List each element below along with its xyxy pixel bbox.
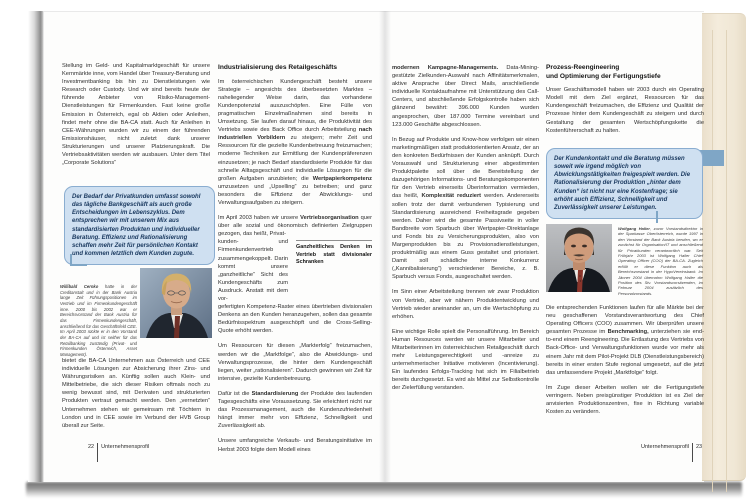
body-paragraph: modernen Kampagne-Managements. Data-Mining-gestützte Zielkunden-Auswahl nach Affinitätsmerkmalen, aktive Ansprache über Direct Mails, anschließende individuelle Kontaktaufnahme mit Unterstützung des Call-Centers, und abschließende Erfolgskontrolle haben sich glänzend bewährt: 396.000 Kunden wurden angesprochen, über 187.000 Termine vereinbart und 123.000 Geschäfte abgeschlossen. [392, 65, 539, 128]
page22-column-1-continued [62, 357, 210, 437]
portrait-caption-haller: Wolfgang Haller, zuvor Vorstandsdirektor in der Sparkasse Oberösterreich, wurde 1997 in den Vorstand der Bank Austria berufen, wo er zunächst für Organisation/IT und anschließend für Privatkunden verantwortlich war. Seit Frühjahr 2003 ist Wolfgang Haller Chief Operating Officer (COO) der BA-CA. Zugleich erfüllt er diese Funktion auch als Bereichsvorstand in der HypoVereinsbank. Im Jänner 2004 übernahm Wolfgang Haller die Position des Stv. Vorstandsvorsitzenden, im Februar 2004 zusätzlich des Personalvorstands. [618, 226, 704, 296]
pull-quote-retail: Der Bedarf der Privatkunden umfasst sowohl das tägliche Bankgeschäft als auch große Entscheidungen im Lebenszyklus. Dem entsprechen wir mit unserem Mix aus standardisierten Produkten und individueller Beratung. Effizienz und Rationalisierung schaffen mehr Zeit für persönlichen Kontakt und kommen letztlich dem Kunden zugute. [64, 186, 215, 265]
page22-column-2 [218, 64, 372, 461]
body-paragraph: Stellung im Geld- und Kapitalmarktgeschäft für unsere Kernmärkte inne, vom Handel über Treasury-Beratung und Investmentbanking bis hin zu Dienstleistungen wie Research oder Custody. Und wir sind bereits heute der führende Anbieter von Risiko-Management-Dienstleistungen für Firmenkunden. Fast keine große Emission in Österreich, egal ob Aktien oder Anleihen, findet mehr ohne die BA-CA statt. Auch für Anleihen in CEE-Währungen wurden wir zu einem der führenden Emissionshäuser, nicht zuletzt dank unserer Strukturierungen und unserer Platzierungskraft. Die Vertriebsaktivitäten werden wir ausbauen. Unter dem Titel „Corporate Solutions“ [62, 63, 210, 167]
page-footer-left [88, 443, 149, 462]
body-paragraph: kunden- und Firmenkundenvertrieb zusammengekoppelt. Darin kommt unsere „ganzheitliche“ Sicht des Kundengeschäfts zum Ausdruck. Anstatt mit dem vor- [218, 239, 288, 302]
portrait-photo-haller [546, 224, 612, 292]
portrait-photo-cernko [140, 268, 212, 338]
body-paragraph: bietet die BA-CA Unternehmen aus Österreich und CEE individuelle Lösungen zur Absicherung ihrer Zins- und Währungsrisiken an. Künftig sollen auch Klein- und Mittelbetriebe, die sich dieser Risiken oftmals noch zu wenig bewusst sind, mit Derivaten und strukturierten Produkten vertraut gemacht werden. Den „vernetzten“ Unternehmen stehen wir gemeinsam mit Töchtern in London und in CEE sowie im Verbund der HVB Group überall zur Seite. [62, 358, 210, 429]
page-number: 23 [696, 444, 703, 450]
body-paragraph: Unser Geschäftsmodell haben wir 2003 durch ein Operating Modell mit dem Ziel ergänzt, Ressourcen für das Kundengeschäft freizumachen, die Effizienz und Qualität der Prozesse hinter dem Kundengeschäft zu steigern und durch Gestaltung der gesamten Wertschöpfungskette die Kostenführerschaft zu halten. [546, 87, 704, 134]
body-paragraph: Die entsprechenden Funktionen laufen für alle Märkte bei der neu geschaffenen Vorstandsverantwortung des Chief Operating Officers (COO) zusammen. Wir überprüfen unsere gesamten Prozesse im Benchmarking, unterziehen sie end-to-end einem Reengineering. Die Entlastung des Vertriebs von Back-Office- und Verwaltungsfunktionen wurde vor mehr als einem Jahr mit dem Pilot-Projekt DLB (Dienstleistungsbereich) bereits in einer ersten Stufe regional umgesetzt, auf die jetzt das umfassendere Projekt „Marktfolge“ folgt. [546, 305, 704, 376]
page23-column-1 [392, 64, 539, 400]
page22-column-1 [62, 62, 210, 174]
body-paragraph: Um Ressourcen für diesen „Markterfolg“ freizumachen, werden wir die „Marktfolge“, also die Abwicklungs- und Verwaltungsprozesse, die hinter dem Kundengeschäft liegen, weiter „rationalisieren“. Dadurch gewinnen wir Zeit für intensive, gezielte Kundenbetreuung. [218, 343, 372, 382]
body-paragraph: Im April 2003 haben wir unsere Vertriebsorganisation quer über alle sozial und ökonomisch definierten Zielgruppen gezogen, das heißt, Privat- [218, 215, 372, 238]
footer-divider [97, 443, 98, 462]
footer-section-label: Unternehmensprofil [641, 444, 689, 450]
page23-column-2 [546, 64, 704, 142]
body-paragraph: Unsere umfangreiche Verkaufs- und Beratungsinitiative im Herbst 2003 folgte dem Modell eines [218, 438, 372, 453]
page-stack-edge [702, 13, 746, 481]
margin-note: Ganzheitliches Denken im Vertrieb statt divisionaler Schranken [296, 240, 372, 303]
paragraph-with-margin-note [218, 238, 372, 303]
body-paragraph: In Bezug auf Produkte und Know-how verfolgen wir einen marketingmäßigen statt produktorientierten Ansatz, der an den konkreten Bedürfnissen der Kunden anknüpft. Durch Vorauswahl und Strukturierung einer abgestimmten Produktpalette soll über die Bereitstellung der dazugehörigen Informations- und Beratungskomponenten für den Vertrieb einerseits Überinformation vermieden, das heißt, Komplexität reduziert werden. Andererseits sollen trotz der damit verbundenen Typisierung und Standardisierung ausreichend Freiheitsgrade gegeben werden. Daher wird die gesamte Passivseite in voller Bandbreite vom Sparbuch über Wertpapier-Direktanlage und Fonds bis zu Versicherungsprodukten, also von Margenprodukten bis zu Provisionsdienstleistungen, produktmäßig aus einem Guss gestaltet und priorisiert. Damit soll schädliche interne Konkurrenz („Kannibalisierung“) verschiedener Bereiche, z. B. Sparbuch versus Fonds, ausgeschaltet werden. [392, 136, 539, 281]
body-paragraph: Im Sinn einer Arbeitsteilung trennen wir zwar Produktion von Vertrieb, aber wir nähern Produktentwicklung und Vertrieb wieder aneinander an, um die Wertschöpfung zu erhöhen. [392, 289, 539, 320]
body-paragraph: Im österreichischen Kundengeschäft besteht unsere Strategie – angesichts des überbesetzten Marktes – naheliegender Weise darin, das vorhandene Kundenpotenzial auszuschöpfen. Eine Fülle von pragmatischen Einzelmaßnahmen sind bereits in Umsetzung. Sie laufen darauf hinaus, die Produktivität des Vertriebs sowie des Back Office durch Arbeitsteilung nach industriellen Vorbildern zu steigern; mehr Zeit und Ressourcen für die gezielte Kundenbetreuung freizumachen; moderne Techniken zur Ermittlung der Kundenpräferenzen einzusetzen; je nach Bedarf standardisierte Produkte für das schnelle Alltagsgeschäft und individuelle Lösungen für die großen Aufgaben anzubieten; die Wertpapierkompetenz umzusetzen und „Upselling“ zu betreiben; und ganz besonders die Effizienz der Abwicklungs- und Verwaltungsaufgaben zu steigern. [218, 78, 372, 206]
section-heading-industrialisierung: Industrialisierung des Retailgeschäfts [218, 64, 338, 71]
quote-connector-line [656, 211, 658, 223]
body-paragraph: Eine wichtige Rolle spielt die Personalführung. Im Bereich Human Resources werden wir unsere Mitarbeiter und Mitarbeiterinnen im österreichischen Retailgeschäft durch mehr Leistungsgerechtigkeit und -anreize zu unternehmerischer Initiative motivieren (Incentivierung). Ein laufendes Erfolgs-Tracking hat sich im Filialbetrieb bereits durchgesetzt. Es wird als Mittel zur Selbstkontrolle der Zielerfüllung verstanden. [392, 328, 539, 392]
quote-connector-line [70, 264, 87, 266]
book-drop-shadow [26, 482, 742, 497]
page-edge-line [712, 30, 713, 492]
page-footer-right [641, 443, 702, 462]
pull-quote-kundenkontakt: Der Kundenkontakt und die Beratung müssen soweit wie irgend möglich von Abwicklungstätigkeiten freigespielt werden. Die Rationalisierung der Produktion „hinter dem Kunden“ ist nicht nur eine Kostenfrage; sie erhöht auch Effizienz, Schnelligkeit und Zuverlässigkeit unserer Leistungen. [546, 148, 703, 219]
footer-divider [692, 443, 693, 462]
page23-column-2-continued [546, 304, 704, 423]
footer-section-label: Unternehmensprofil [101, 444, 150, 450]
center-fold [379, 11, 391, 482]
body-paragraph: Im Zuge dieser Arbeiten wollen wir die Fertigungstiefe verringern. Neben preisgünstiger Produktion ist es Ziel der anvisierten Produktionszentren, fixe in Richtung variable Kosten zu verändern. [546, 384, 704, 416]
section-heading-prozess-reengineering: Prozess-Reengineering [546, 64, 620, 71]
body-paragraph: gefertigten Kompetenz-Raster eines übertrieben divisionalen Denkens an den Kunden heranzugehen, sollen das gesamte Bedürfnisspektrum ausgeschöpft und die Cross-Selling-Quote erhöht werden. [218, 304, 372, 335]
body-paragraph: Dafür ist die Standardisierung der Produkte des laufenden Tagesgeschäfts eine Voraussetzung. Sie erleichtert nicht nur das Prozessmanagement, auch die Kundenzufriedenheit hängt immer mehr von Effizienz, Schnelligkeit und Zuverlässigkeit ab. [218, 390, 372, 430]
portrait-caption-cernko: Willibald Cernko hatte in der Creditanstalt und in der Bank Austria lange Zeit Führungspositionen im Vertrieb und im Firmenkundengeschäft inne. 2000 bis 2002 war er Bereichsvorstand der Bank Austria für das Firmenkundengeschäft, anschließend für das Geschäftsfeld CEE. Im April 2003 rückte er in den Vorstand der BA-CA auf und ist seither für das Retailbanking zuständig (Privat- und Firmenkunden Österreich, Asset Management). [60, 284, 137, 358]
page-number: 22 [88, 444, 95, 450]
left-page-edge-shadow [28, 11, 44, 482]
section-heading-prozess-reengineering-line2: und Optimierung der Fertigungstiefe [546, 72, 661, 80]
page-edge-line [726, 30, 727, 492]
